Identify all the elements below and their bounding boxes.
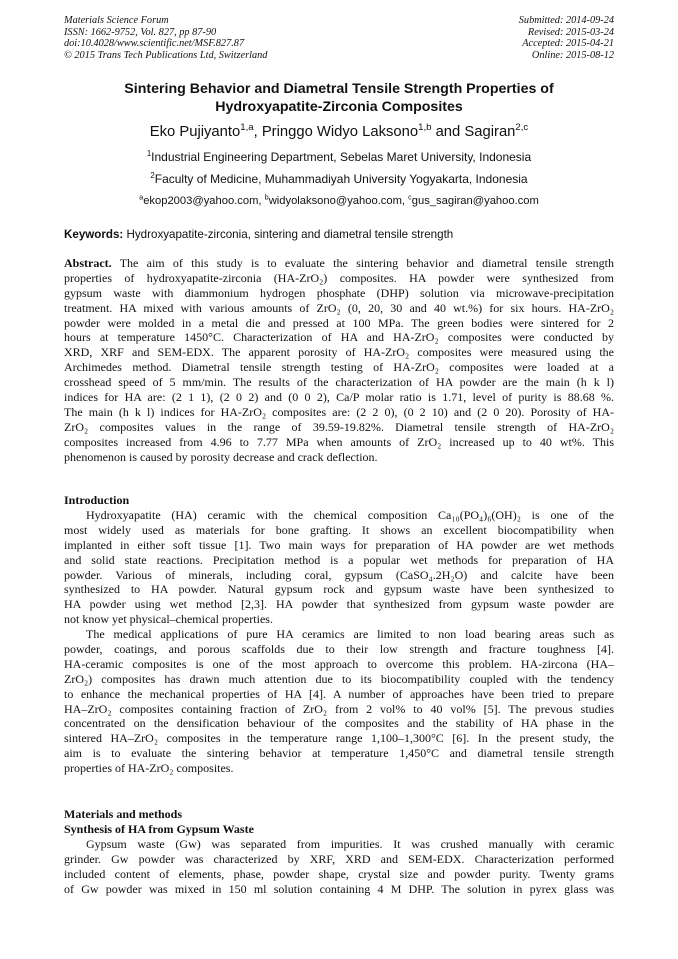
- paragraph-line: powder, coatings, and porous scaffolds due to their low strength and fracture toughness [4].: [64, 642, 614, 657]
- methods-body: [64, 837, 614, 897]
- submission-dates: [519, 15, 614, 61]
- paragraph-line: synthesized to HA powder. Natural gypsum rock and gypsum waste have been synthesized to: [64, 582, 614, 597]
- email-1[interactable]: ekop2003@yahoo.com,: [143, 195, 262, 207]
- author-2-affil: 1,b: [418, 122, 432, 134]
- paragraph-line: concentrated on the densification behaviour of the composites and the stability of HA phase in the: [64, 716, 614, 731]
- journal-name: Materials Science Forum: [64, 15, 169, 26]
- paragraph-line: implanted in either soft tissue [1]. Two main ways for preparation of HA powder are wet methods: [64, 537, 614, 552]
- paragraph-line: sintered HA–ZrO₂ composites in the temperature range 1,100–1,300°C [6]. In the present study, the: [64, 731, 614, 746]
- keywords-label: Keywords:: [64, 228, 124, 241]
- abstract-line: phenomenon is caused by porosity decrease and crack deflection.: [64, 449, 378, 464]
- abstract-line: powder were molded in a metal die and pressed at 100 MPa. The green bodies were sintered for 2: [64, 315, 614, 330]
- title-line-2: Hydroxyapatite-Zirconia Composites: [215, 98, 463, 115]
- paragraph-line: to enhance the mechanical properties of HA [4]. A number of approaches have been tried to prepare: [64, 686, 614, 701]
- journal-issn: ISSN: 1662-9752, Vol. 827, pp 87-90: [64, 26, 217, 38]
- title-line-1: Sintering Behavior and Diametral Tensile Strength Properties of: [124, 81, 554, 97]
- email-3-mark: c: [408, 192, 412, 202]
- author-1: Eko Pujiyanto: [149, 124, 241, 140]
- section-heading-methods: [64, 807, 614, 837]
- abstract-label: Abstract.: [64, 256, 112, 270]
- email-1-mark: a: [139, 192, 144, 202]
- paragraph-line: and solid state reactions. Precipitation method is a popular wet methods for preparation of HA: [64, 552, 614, 567]
- abstract-line: Archimedes method. Diametral tensile strength testing of HA-ZrO₂ composites were loaded at a: [64, 360, 614, 375]
- abstract-line: gypsum waste with diammonium hydrogen phosphate (DHP) solution via microwave-precipitation: [64, 285, 614, 300]
- journal-doi: doi:10.4028/www.scientific.net/MSF.827.87: [64, 38, 245, 50]
- abstract-line: properties of hydroxyapatite-zirconia (HA-ZrO₂) composites. HA powder were synthesized from: [64, 270, 614, 285]
- paragraph-line: Gypsum waste (Gw) was separated from impurities. It was crushed manually with ceramic: [86, 837, 614, 851]
- date-online: Online: 2015-08-12: [531, 49, 614, 61]
- paragraph-line: not know yet physical–chemical properties.: [64, 612, 273, 627]
- paragraph-line: HA powder using wet method [2,3]. HA powder that synthesized from gypsum waste powder are: [64, 597, 614, 612]
- email-2[interactable]: widyolaksono@yahoo.com,: [268, 195, 406, 207]
- affiliation-2-text: Faculty of Medicine, Muhammadiyah University Yogyakarta, Indonesia: [154, 172, 528, 186]
- author-emails: [40, 194, 638, 208]
- author-conjunction: and: [435, 124, 461, 140]
- date-submitted: Submitted: 2014-09-24: [518, 15, 614, 26]
- abstract-line: ZrO₂ composites values in the range of 39.59-19.82%. Diametral tensile strength of HA-ZrO₂: [64, 419, 614, 434]
- introduction-body: [64, 508, 614, 776]
- abstract-line: The main (h k l) indices for HA-ZrO₂ composites are: (2 2 0), (0 2 10) and (2 0 20). Porosity of HA-: [64, 404, 614, 419]
- paragraph-line: properties of HA-ZrO₂ composites.: [64, 761, 234, 776]
- paragraph-line: The medical applications of pure HA ceramics are limited to non load bearing areas such as: [86, 627, 614, 642]
- abstract: [64, 256, 614, 464]
- journal-info: [64, 15, 267, 61]
- abstract-line: treatment. HA mixed with various amounts of ZrO₂ (0, 20, 30 and 40 wt.%) for six hours. HA-ZrO₂: [64, 300, 614, 315]
- author-1-affil: 1,a: [240, 122, 254, 134]
- abstract-text: The aim of this study is to evaluate the sintering behavior and diametral tensile strength: [119, 256, 614, 270]
- affiliation-2-number: 2: [150, 171, 155, 180]
- email-3[interactable]: gus_sagiran@yahoo.com: [411, 195, 539, 207]
- paragraph-line: included content of elements, phase, powder shape, crystal size and powder purity. Twenty grams: [64, 866, 614, 881]
- author-2: Pringgo Widyo Laksono: [261, 124, 419, 140]
- paragraph-line: HA-ceramic composites is one of the most approach to overcome this problem. HA-zircona (HA–: [64, 656, 614, 671]
- paragraph-line: ZrO₂) composites has drawn much attention due to its biocompatibility coupled with the tendency: [64, 671, 614, 686]
- paragraph-line: powder. Various of minerals, including coral, gypsum (CaSO₄.2H₂O) and calcite have been: [64, 567, 614, 582]
- abstract-line: [64, 256, 614, 271]
- affiliation-2: [40, 172, 638, 186]
- keywords: [64, 228, 614, 242]
- date-revised: Revised: 2015-03-24: [527, 26, 614, 38]
- date-accepted: Accepted: 2015-04-21: [522, 38, 614, 50]
- abstract-line: hours at temperature 1450°C. Characterization of HA and HA-ZrO₂ composites were conducted by: [64, 330, 614, 345]
- journal-copyright: © 2015 Trans Tech Publications Ltd, Switzerland: [64, 49, 268, 61]
- paragraph-line: aim is to evaluate the sintering behavior at temperature 1,450°C and diametral tensile strength: [64, 746, 614, 761]
- paragraph-line: of Gw powder was mixed in 150 ml solution containing 4 M DHP. The solution in pyrex glass was: [64, 881, 614, 896]
- abstract-line: XRD, XRF and SEM-EDX. The apparent porosity of HA-ZrO₂ composites were measured using the: [64, 345, 614, 360]
- abstract-line: indices for HA are: (2 1 1), (2 0 2) and (0 0 2), Ca/P molar ratio is 1.71, level of purity is 88.68 %.: [64, 390, 614, 405]
- affiliation-1-number: 1: [146, 149, 152, 158]
- affiliation-1-text: Industrial Engineering Department, Sebelas Maret University, Indonesia: [151, 150, 532, 164]
- abstract-line: crosshead speed of 5 mm/min. The results of the characterization of HA powder are the main (h k l): [64, 375, 614, 390]
- section-heading-introduction: Introduction: [64, 493, 130, 507]
- author-list: Eko Pujiyanto$^{1,a}$, Pringgo Widyo Laksono$^{1,b}$ and Sagiran$^{2,c}$: [149, 122, 529, 140]
- email-2-mark: b: [264, 192, 269, 202]
- paper-title: [40, 81, 638, 116]
- paragraph-line: most widely used as materials for bone grafting. It shows an excellent biocompatibility when: [64, 522, 614, 537]
- affiliation-1: [40, 150, 638, 164]
- keywords-text: Hydroxyapatite-zirconia, sintering and diametral tensile strength: [126, 228, 454, 241]
- methods-subheading: Synthesis of HA from Gypsum Waste: [64, 821, 254, 836]
- abstract-line: composites increased from 4.96 to 7.77 MPa when amounts of ZrO₂ increased up to 40 wt%. This: [64, 434, 614, 449]
- paragraph-line: HA–ZrO₂ composites containing fraction of ZrO₂ from 2 vol% to 40 vol% [5]. The prevous studies: [64, 701, 614, 716]
- paragraph-line: Hydroxyapatite (HA) ceramic with the chemical composition Ca₁₀(PO₄)₆(OH)₂ is one of the: [86, 508, 614, 522]
- author-3: Sagiran: [464, 124, 516, 140]
- paragraph-line: grinder. Gw powder was characterized by XRF, XRD and SEM-EDX. Characterization performed: [64, 851, 614, 866]
- author-3-affil: 2,c: [515, 122, 529, 134]
- methods-heading: Materials and methods: [64, 807, 182, 821]
